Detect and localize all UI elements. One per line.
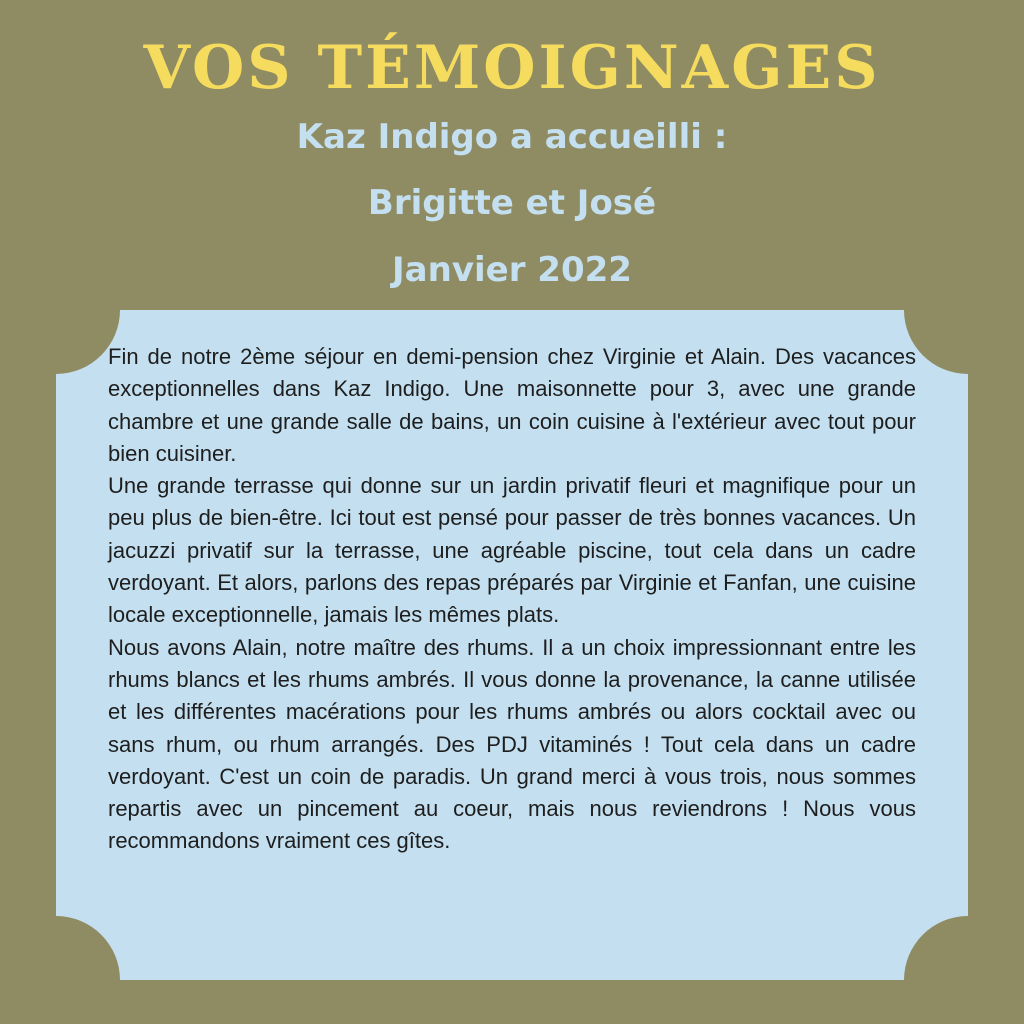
testimonial-paragraph: Nous avons Alain, notre maître des rhums. Il a un choix impressionnant entre les rhums blancs et les rhums ambrés. Il vous donne la provenance, la canne utilisée et les différentes macérations pour les rhums ambrés ou alors cocktail avec ou sans rhum, ou rhum arrangés. Des PDJ vitaminés ! Tout cela dans un cadre verdoyant. C'est un coin de paradis. Un grand merci à vous trois, nous sommes repartis avec un pincement au coeur, mais nous reviendrons ! Nous vous recommandons vraiment ces gîtes. — [108, 634, 916, 854]
host-line: Kaz Indigo a accueilli : — [296, 117, 728, 157]
testimonial-paragraph: Fin de notre 2ème séjour en demi-pension chez Virginie et Alain. Des vacances exceptionnelles dans Kaz Indigo. Une maisonnette pour 3, avec une grande chambre et une grande salle de bains, un coin cuisine à l'extérieur avec tout pour bien cuisiner. — [108, 344, 916, 466]
stay-date: Janvier 2022 — [392, 250, 632, 290]
testimonial-text — [108, 341, 916, 858]
guest-names: Brigitte et José — [367, 183, 657, 223]
page-title: VOS TÉMOIGNAGES — [143, 33, 881, 103]
testimonial-paragraph: Une grande terrasse qui donne sur un jardin privatif fleuri et magnifique pour un peu plus de bien-être. Ici tout est pensé pour passer de très bonnes vacances. Un jacuzzi privatif sur la terrasse, une agréable piscine, tout cela dans un cadre verdoyant. Et alors, parlons des repas préparés par Virginie et Fanfan, une cuisine locale exceptionnelle, jamais les mêmes plats. — [108, 473, 916, 628]
